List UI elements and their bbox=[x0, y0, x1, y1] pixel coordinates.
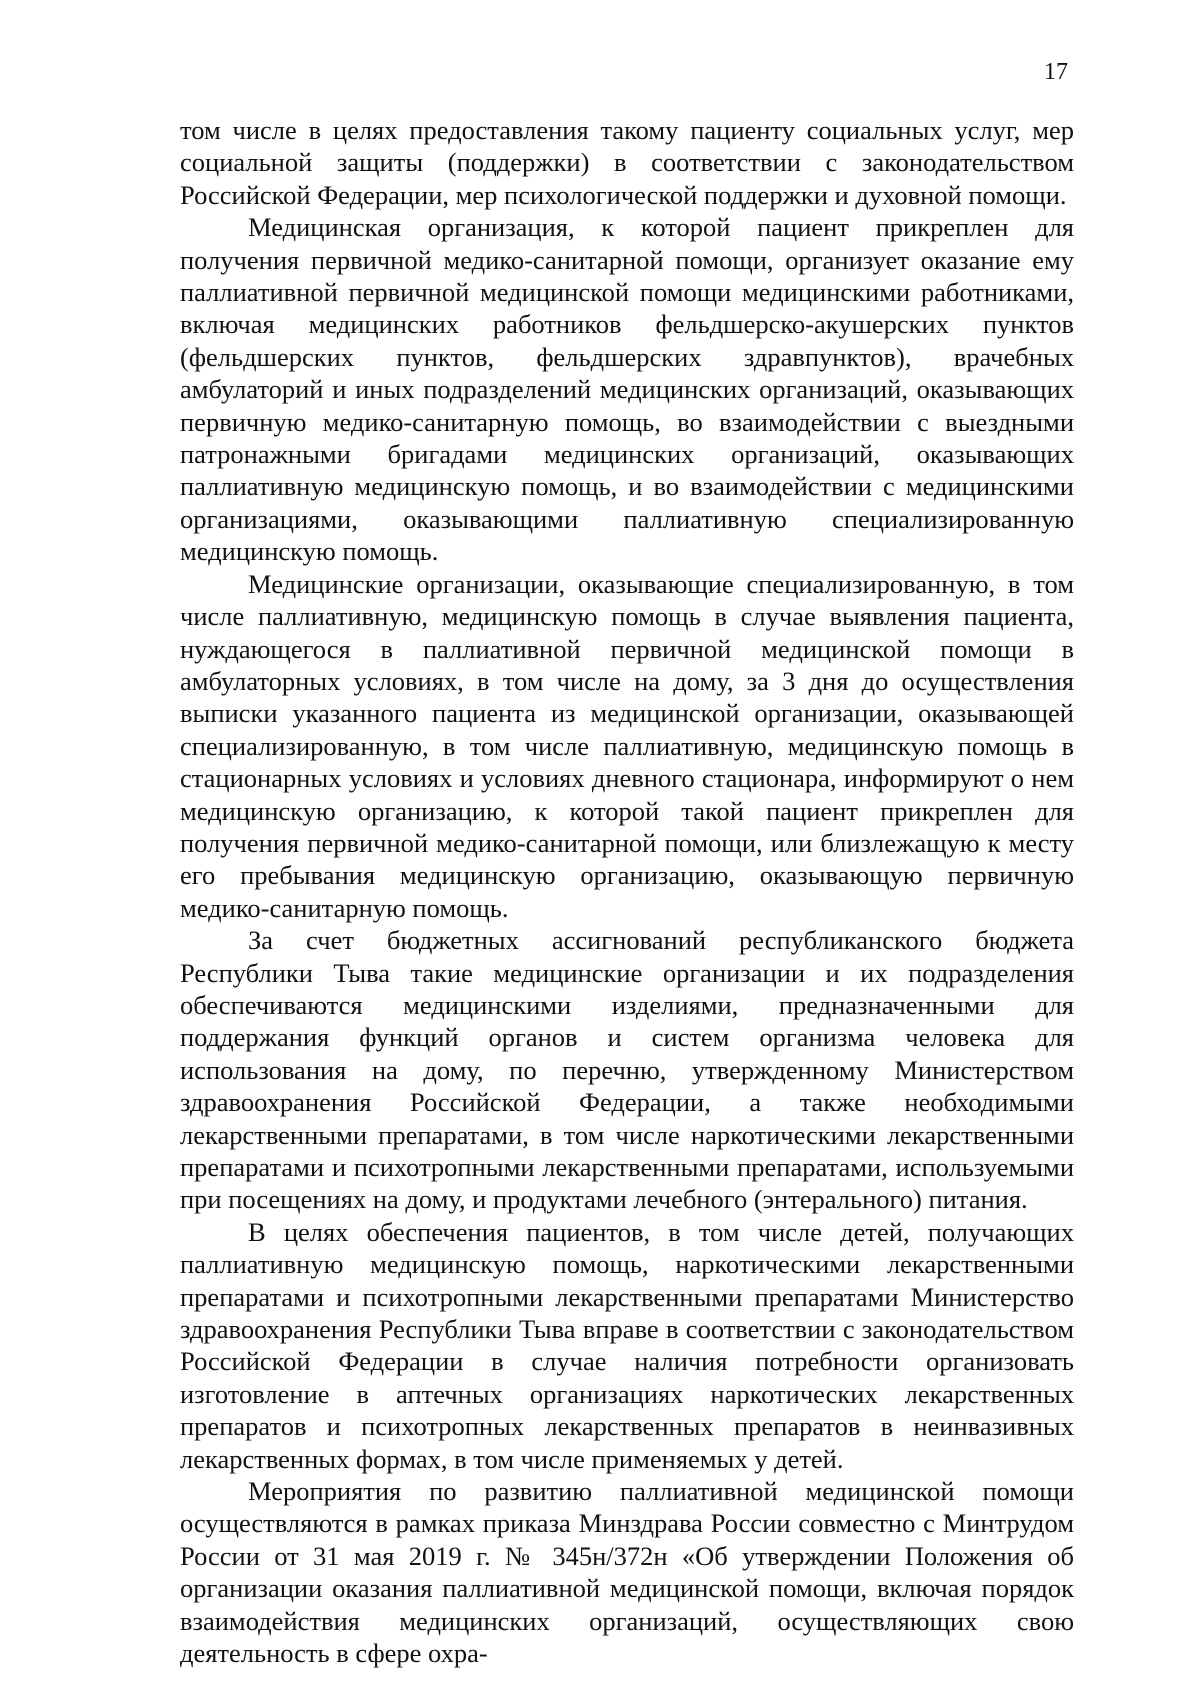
document-body bbox=[180, 114, 1074, 1670]
page-number: 17 bbox=[1044, 59, 1068, 85]
paragraph-3: Медицинские организации, оказывающие специализированную, в том числе паллиативную, медицинскую помощь в случае выявления пациента, нуждающегося в паллиативной первичной медицинской помощи в амбулаторных условиях, в том числе на дому, за 3 дня до осуществления выписки указанного пациента из медицинской организации, оказывающей специализированную, в том числе паллиативную, медицинскую помощь в стационарных условиях и условиях дневного стационара, информируют о нем медицинскую организацию, к которой такой пациент прикреплен для получения первичной медико-санитарной помощи, или близлежащую к месту его пребывания медицинскую организацию, оказывающую первичную медико-санитарную помощь. bbox=[180, 568, 1074, 923]
paragraph-1: том числе в целях предоставления такому пациенту социальных услуг, мер социальной защиты (поддержки) в соответствии с законодательством Российской Федерации, мер психологической поддержки и духовной помощи. bbox=[180, 115, 1074, 210]
paragraph-2: Медицинская организация, к которой пациент прикреплен для получения первичной медико-санитарной помощи, организует оказание ему паллиативной первичной медицинской помощи медицинскими работниками, включая медицинских работников фельдшерско-акушерских пунктов (фельдшерских пунктов, фельдшерских здравпунктов), врачебных амбулаторий и иных подразделений медицинских организаций, оказывающих первичную медико-санитарную помощь, во взаимодействии с выездными патронажными бригадами медицинских организаций, оказывающих паллиативную медицинскую помощь, и во взаимодействии с медицинскими организациями, оказывающими паллиативную специализированную медицинскую помощь. bbox=[180, 212, 1074, 567]
paragraph-6: Мероприятия по развитию паллиативной медицинской помощи осуществляются в рамках приказа Минздрава России совместно с Минтрудом России от 31 мая 2019 г. № 345н/372н «Об утверждении Положения об организации оказания паллиативной медицинской помощи, включая порядок взаимодействия медицинских организаций, осуществляющих свою деятельность в сфере охра- bbox=[180, 1476, 1074, 1669]
paragraph-5: В целях обеспечения пациентов, в том числе детей, получающих паллиативную медицинскую помощь, наркотическими лекарственными препаратами и психотропными лекарственными препаратами Министерство здравоохранения Республики Тыва вправе в соответствии с законодательством Российской Федерации в случае наличия потребности организовать изготовление в аптечных организациях наркотических лекарственных препаратов и психотропных лекарственных препаратов в неинвазивных лекарственных формах, в том числе применяемых у детей. bbox=[180, 1216, 1074, 1474]
paragraph-4: За счет бюджетных ассигнований республиканского бюджета Республики Тыва такие медицинские организации и их подразделения обеспечиваются медицинскими изделиями, предназначенными для поддержания функций органов и систем организма человека для использования на дому, по перечню, утвержденному Министерством здравоохранения Российской Федерации, а также необходимыми лекарственными препаратами, в том числе наркотическими лекарственными препаратами и психотропными лекарственными препаратами, используемыми при посещениях на дому, и продуктами лечебного (энтерального) питания. bbox=[180, 925, 1074, 1215]
